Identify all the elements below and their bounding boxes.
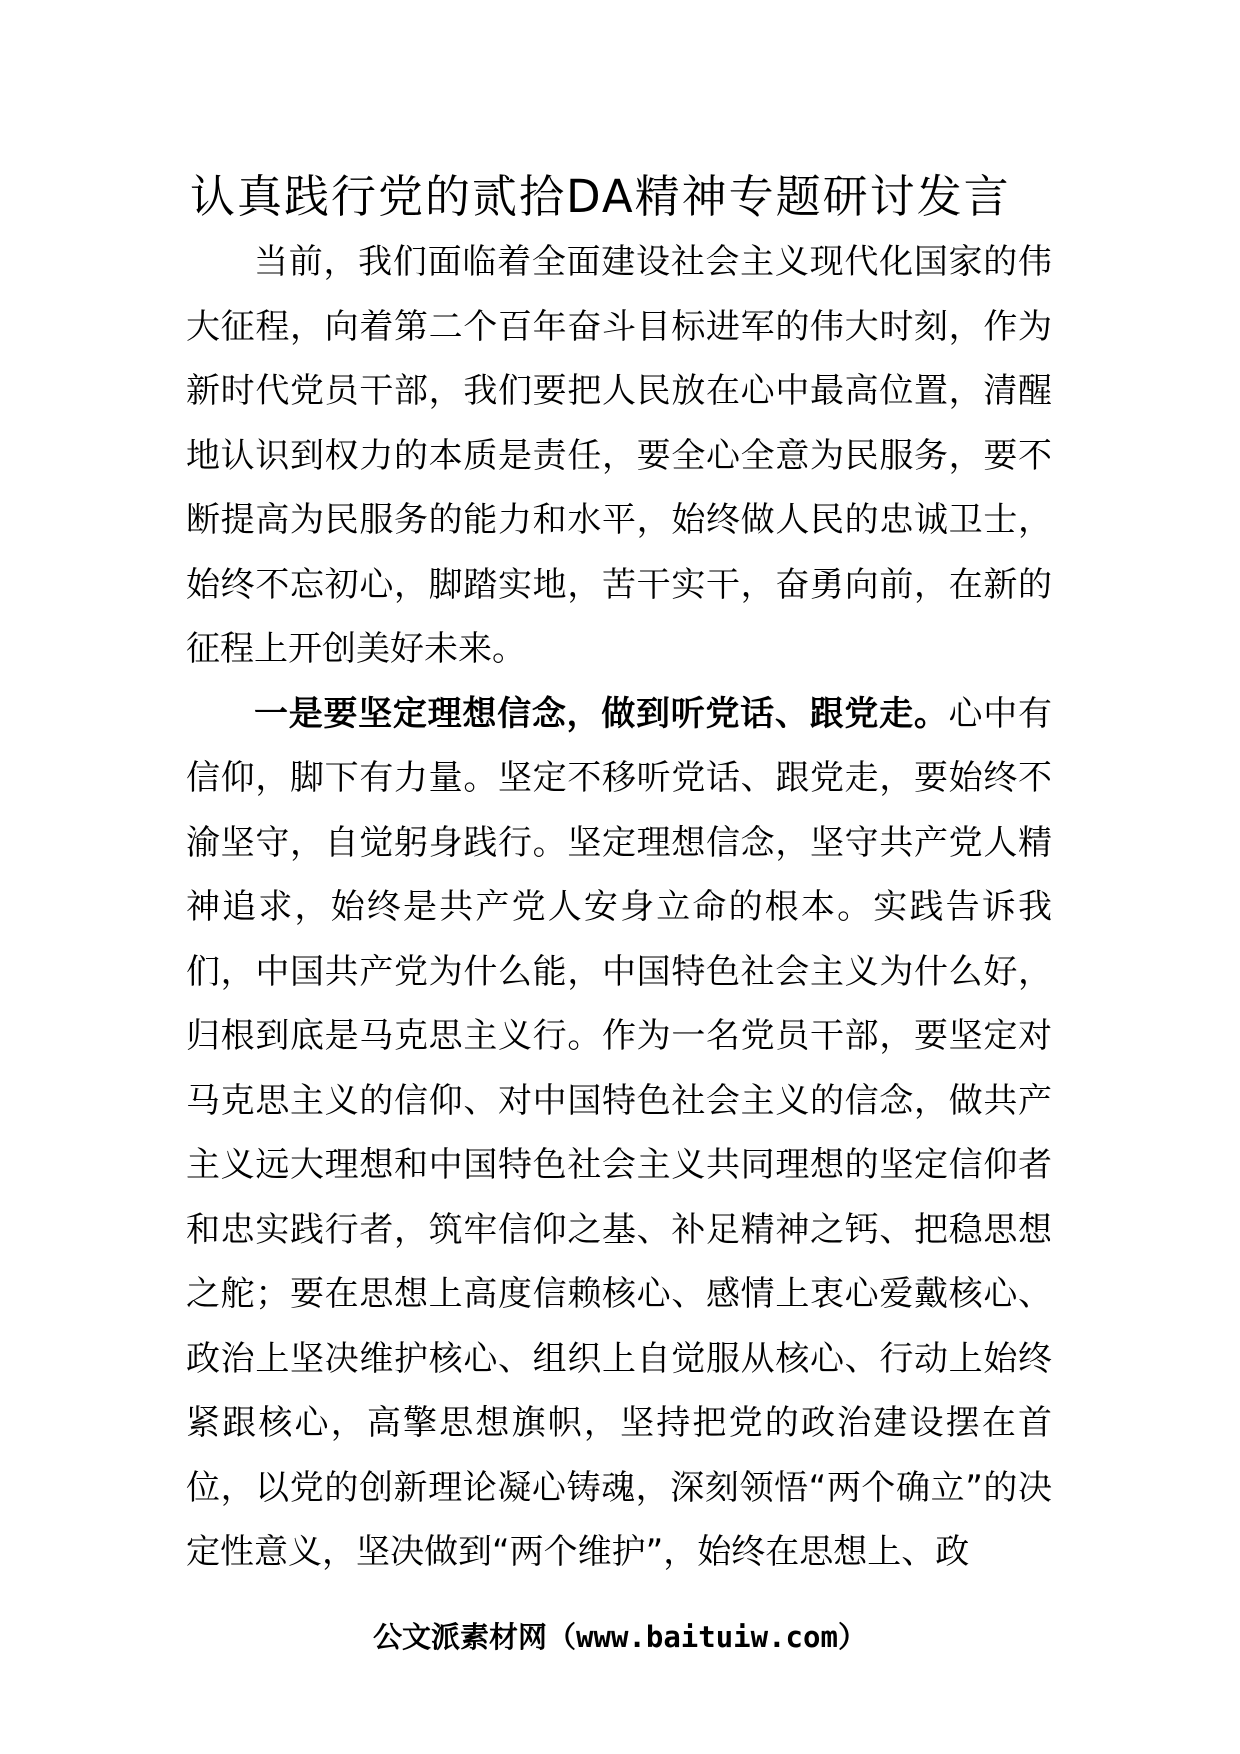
footer-site-name: 公文派素材网 <box>373 1620 548 1654</box>
paragraph-lead: 一是要坚定理想信念，做到听党话、跟党走。 <box>254 693 949 734</box>
paragraph-text: 当前，我们面临着全面建设社会主义现代化国家的伟大征程，向着第二个百年奋斗目标进军的伟大时刻，作为新时代党员干部，我们要把人民放在心中最高位置，清醒地认识到权力的本质是责任，要全心全意为民服务，要不断提高为民服务的能力和水平，始终做人民的忠诚卫士，始终不忘初心，脚踏实地，苦干实干，奋勇向前，在新的征程上开创美好未来。 <box>186 242 1052 669</box>
footer-close-paren: ） <box>837 1620 867 1654</box>
footer-url: www.baituiw.com <box>576 1620 838 1654</box>
paragraph-text: 心中有信仰，脚下有力量。坚定不移听党话、跟党走，要始终不渝坚守，自觉躬身践行。坚定理想信念，坚守共产党人精神追求，始终是共产党人安身立命的根本。实践告诉我们，中国共产党为什么能，中国特色社会主义为什么好，归根到底是马克思主义行。作为一名党员干部，要坚定对马克思主义的信仰、对中国特色社会主义的信念，做共产主义远大理想和中国特色社会主义共同理想的坚定信仰者和忠实践行者，筑牢信仰之基、补足精神之钙、把稳思想之舵；要在思想上高度信赖核心、感情上衷心爱戴核心、政治上坚决维护核心、组织上自觉服从核心、行动上始终紧跟核心，高擎思想旗帜，坚持把党的政治建设摆在首位，以党的创新理论凝心铸魂，深刻领悟“两个确立”的决定性意义，坚决做到“两个维护”，始终在思想上、政 <box>186 693 1053 1572</box>
paragraph-intro <box>186 230 1052 682</box>
page-footer <box>0 1617 1240 1657</box>
document-title: 认真践行党的贰拾DA精神专题研讨发言 <box>190 170 1011 223</box>
footer-open-paren: （ <box>547 1620 577 1654</box>
paragraph-point-one <box>186 682 1052 1585</box>
document-body <box>186 230 1052 1585</box>
